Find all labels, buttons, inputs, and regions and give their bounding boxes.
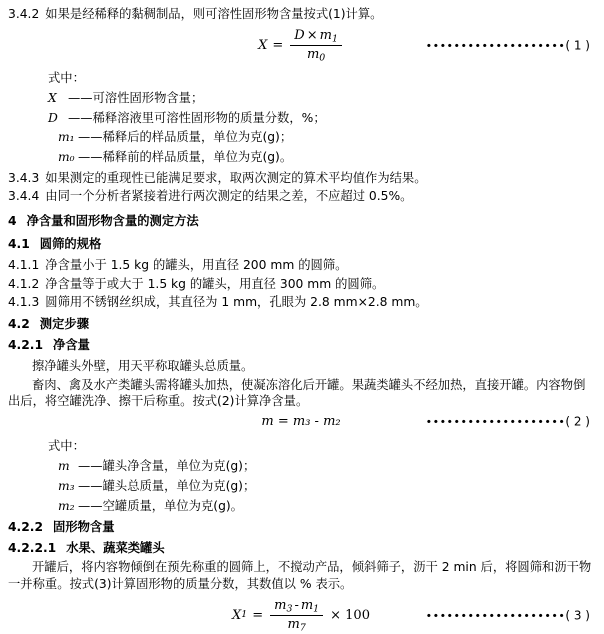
definition-term: m₃ — [58, 478, 75, 493]
formula-3-num-a-sub: 3 — [286, 602, 293, 614]
heading-4-2 — [8, 316, 594, 333]
where-label-2: 式中： — [48, 438, 85, 453]
clause-text: 如果是经稀释的黏稠制品，则可溶性固形物含量按式(1)计算。 — [45, 7, 383, 21]
formula-2-expression: m = m₃ - m₂ — [261, 414, 341, 429]
formula-3-number — [426, 607, 590, 624]
formula-1-den-sub: 0 — [319, 52, 326, 64]
formula-1-label: ( 1 ) — [565, 38, 590, 53]
formula-1-denominator — [303, 46, 329, 64]
definition-text: 罐头净含量，单位为克(g)； — [102, 459, 256, 474]
formula-1-num-m: m — [319, 27, 332, 43]
definition-dash: —— — [78, 130, 103, 145]
formula-1 — [8, 28, 594, 64]
formula-1-num-m-sub: 1 — [331, 32, 338, 44]
definition-term: m₀ — [58, 150, 75, 165]
definition-dash: —— — [78, 478, 103, 493]
definition-term: m — [58, 459, 70, 474]
formula-3-num-b-sub: 1 — [313, 602, 320, 614]
clause-number: 3.4.4 — [8, 189, 40, 204]
definition-term: D — [48, 110, 58, 125]
definition-text: 稀释前的样品质量，单位为克(g)。 — [102, 150, 293, 165]
clause-3-4-2 — [8, 6, 594, 23]
definition-text: 罐头总质量，单位为克(g)； — [102, 478, 256, 493]
clause-number: 4.1.1 — [8, 258, 40, 273]
heading-text: 圆筛的规格 — [39, 237, 102, 252]
formula-3-num-b: m — [300, 597, 314, 613]
heading-text: 净含量和固形物含量的测定方法 — [26, 213, 199, 228]
heading-4-2-2 — [8, 519, 594, 536]
definition-item — [48, 458, 594, 475]
clause-4-1-2 — [8, 276, 594, 293]
definition-term: m₁ — [58, 130, 75, 145]
formula-2 — [8, 412, 594, 432]
heading-text: 净含量 — [53, 338, 90, 353]
formula-3-expression — [232, 598, 370, 634]
formula-2-number — [426, 413, 590, 430]
heading-4 — [8, 213, 594, 230]
formula-1-fraction — [290, 28, 342, 64]
heading-number: 4.1 — [8, 237, 30, 252]
formula-3-lhs: X — [232, 607, 242, 623]
where-label-1: 式中： — [48, 70, 85, 85]
formula-1-number — [426, 37, 590, 54]
heading-number: 4.2 — [8, 316, 30, 331]
heading-text: 固形物含量 — [53, 520, 115, 535]
paragraph-4-2-1-a: 擦净罐头外壁，用天平称取罐头总质量。 — [32, 359, 254, 373]
paragraph-4-2-1-b: 畜肉、禽及水产类罐头需将罐头加热，使凝冻溶化后开罐。果蔬类罐头不经加热，直接开罐。内容物倒出后，将空罐洗净、擦干后称重。按式(2)计算净含量。 — [8, 377, 586, 409]
clause-number: 3.4.3 — [8, 170, 40, 185]
clause-3-4-4 — [8, 188, 594, 205]
heading-number: 4.2.1 — [8, 338, 44, 353]
formula-3-label: ( 3 ) — [565, 608, 590, 623]
definition-dash: —— — [78, 498, 103, 513]
heading-4-2-1 — [8, 337, 594, 354]
formula-1-lhs: X — [258, 37, 268, 53]
definition-item — [48, 149, 594, 166]
clause-3-4-3 — [8, 170, 594, 187]
definition-text: 空罐质量，单位为克(g)。 — [102, 498, 243, 513]
clause-4-1-1 — [8, 257, 594, 274]
formula-2-label: ( 2 ) — [565, 414, 590, 429]
formula-3-den-sub: 7 — [299, 622, 306, 634]
definition-term: m₂ — [58, 498, 75, 513]
definition-term: X — [48, 91, 57, 106]
definition-dash: —— — [68, 91, 93, 106]
heading-number: 4.2.2 — [8, 520, 44, 535]
formula-3-minus: - — [294, 597, 299, 613]
heading-4-1 — [8, 236, 594, 253]
formula-3-numerator — [270, 598, 323, 617]
heading-number: 4 — [8, 213, 17, 228]
formula-3-leader-dots: •••••••••••••••••••• — [425, 609, 566, 623]
definition-dash: —— — [78, 150, 103, 165]
formula-3-equals: = — [252, 607, 264, 623]
formula-1-equals: = — [272, 37, 284, 53]
clause-text: 圆筛用不锈钢丝织成，其直径为 1 mm，孔眼为 2.8 mm×2.8 mm。 — [45, 295, 428, 310]
formula-1-num-d: D — [294, 27, 305, 43]
formula-1-den-m: m — [306, 47, 320, 63]
definition-text: 稀释后的样品质量，单位为克(g)； — [102, 130, 293, 145]
definition-item — [48, 129, 594, 146]
formula-3-lhs-sub: 1 — [241, 609, 248, 621]
clause-text: 净含量等于或大于 1.5 kg 的罐头，用直径 300 mm 的圆筛。 — [45, 276, 385, 291]
definition-dash: —— — [78, 459, 103, 474]
heading-4-2-2-1 — [8, 540, 594, 557]
definition-text: 可溶性固形物含量； — [92, 91, 204, 106]
definition-list-1 — [8, 90, 594, 165]
heading-text: 水果、蔬菜类罐头 — [66, 540, 165, 555]
formula-3-num-a: m — [274, 597, 287, 613]
definition-item — [48, 478, 594, 495]
heading-text: 测定步骤 — [39, 316, 89, 331]
formula-3-den: m — [287, 617, 300, 633]
clause-number: 4.1.3 — [8, 295, 40, 310]
definition-dash: —— — [68, 110, 93, 125]
heading-number: 4.2.2.1 — [8, 540, 57, 555]
formula-3 — [8, 598, 594, 634]
definition-text: 稀释溶液里可溶性固形物的质量分数，%； — [92, 110, 326, 125]
clause-text: 由同一个分析者紧接着进行两次测定的结果之差，不应超过 0.5%。 — [45, 189, 413, 204]
clause-text: 如果测定的重现性已能满足要求，取两次测定的算术平均值作为结果。 — [45, 170, 427, 185]
definition-item — [48, 90, 594, 107]
clause-number: 3.4.2 — [8, 7, 40, 21]
definition-item — [48, 498, 594, 515]
formula-3-times-100: × 100 — [330, 607, 370, 623]
formula-1-numerator — [290, 28, 342, 47]
formula-3-fraction — [270, 598, 323, 634]
formula-1-leader-dots: •••••••••••••••••••• — [425, 39, 566, 53]
clause-4-1-3 — [8, 294, 594, 311]
clause-number: 4.1.2 — [8, 276, 40, 291]
formula-1-num-times: × — [306, 27, 318, 43]
formula-2-leader-dots: •••••••••••••••••••• — [425, 415, 566, 429]
formula-1-expression — [258, 28, 344, 64]
clause-text: 净含量小于 1.5 kg 的罐头，用直径 200 mm 的圆筛。 — [45, 258, 348, 273]
paragraph-4-2-2-1: 开罐后，将内容物倾倒在预先称重的圆筛上，不搅动产品，倾斜筛子，沥干 2 min 后，将圆筛和沥干物一并称重。按式(3)计算固形物的质量分数，其数值以 % 表示。 — [8, 560, 592, 591]
definition-item — [48, 110, 594, 127]
definition-list-2 — [8, 458, 594, 514]
